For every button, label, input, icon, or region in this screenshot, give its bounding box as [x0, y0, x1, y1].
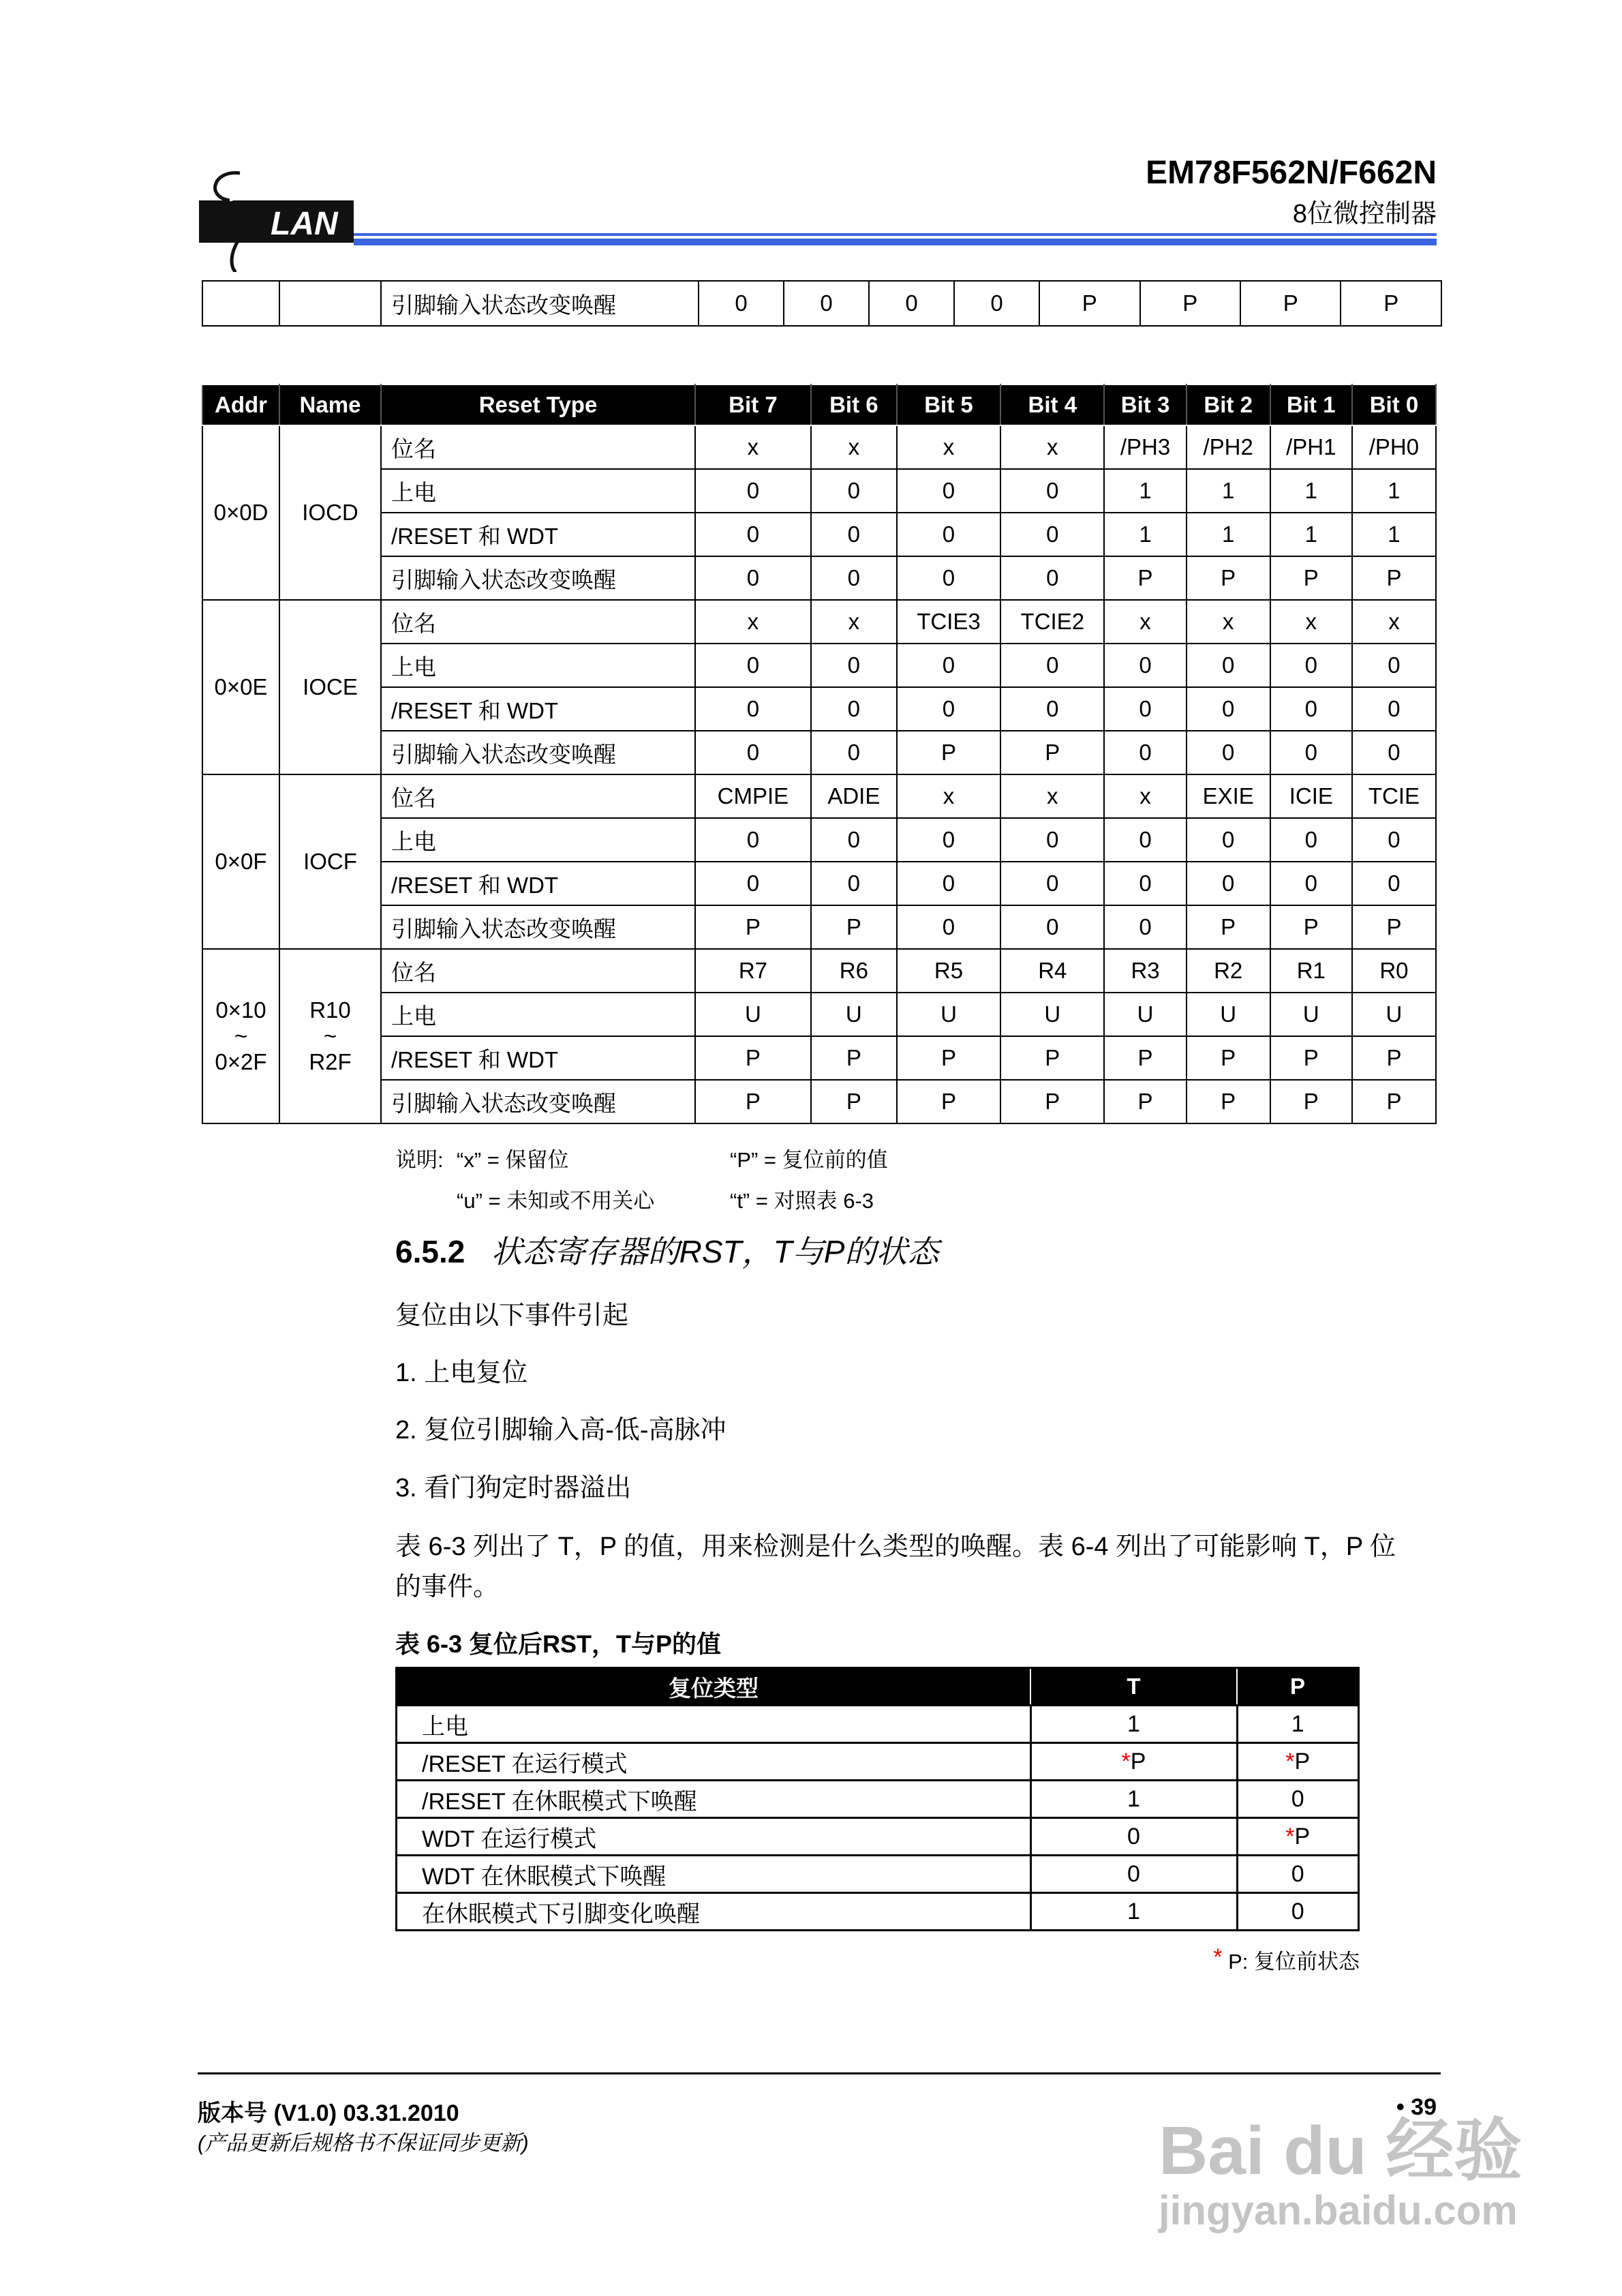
bit-cell: P — [1000, 731, 1104, 774]
bit-cell: R7 — [695, 949, 811, 993]
empty-cell — [279, 281, 381, 326]
legend-u: “u” = 未知或不用关心 — [457, 1189, 655, 1213]
list-item: 2. 复位引脚输入高-低-高脉冲 — [395, 1416, 726, 1445]
legend-p: “P” = 复位前的值 — [730, 1148, 888, 1172]
table-row — [202, 993, 1436, 1036]
table-row — [202, 1036, 1436, 1080]
reset-type-cell: /RESET 和 WDT — [381, 687, 695, 731]
p-value: P — [1294, 1823, 1311, 1849]
reset-type-cell: 引脚输入状态改变唤醒 — [381, 281, 699, 326]
reset-type-cell: 上电 — [381, 818, 695, 862]
bit-cell: 0 — [954, 281, 1039, 326]
bit-cell: 1 — [1270, 469, 1352, 513]
bit-cell: P — [811, 1080, 897, 1123]
addr-cell: 0×10 ~ 0×2F — [202, 949, 279, 1123]
p-value: 0 — [1291, 1785, 1304, 1812]
reset-type-cell: /RESET 和 WDT — [381, 1036, 695, 1080]
table-row — [202, 556, 1436, 600]
legend-x: “x” = 保留位 — [457, 1148, 569, 1172]
table-row — [397, 1818, 1359, 1856]
bit-cell: 0 — [811, 687, 897, 731]
table-row — [202, 281, 1441, 326]
bit-cell: P — [695, 1080, 811, 1123]
svg-text:LAN: LAN — [271, 206, 338, 242]
bit-cell: 1 — [1187, 469, 1270, 513]
asterisk: * — [1121, 1748, 1131, 1774]
bit-cell: 0 — [695, 862, 811, 905]
bit-cell: 0 — [1187, 818, 1270, 862]
paragraph: 表 6-3 列出了 T，P 的值，用来检测是什么类型的唤醒。表 6-4 列出了可能影响 T，P 位 — [395, 1532, 1396, 1561]
bit-cell: 0 — [1352, 644, 1436, 687]
table-row — [202, 1080, 1436, 1123]
p-value: 0 — [1291, 1860, 1304, 1887]
bit-cell: 0 — [1000, 862, 1104, 905]
footer-disclaimer: (产品更新后规格书不保证同步更新) — [198, 2131, 529, 2155]
bit-cell: P — [1104, 556, 1186, 600]
bit-cell: R1 — [1270, 949, 1352, 993]
doc-subtitle: 8位微控制器 — [1292, 200, 1437, 228]
bit-cell: 0 — [811, 469, 897, 513]
bit-cell: 0 — [1187, 687, 1270, 731]
bit-cell: 0 — [695, 644, 811, 687]
header-bit-2: Bit 2 — [1187, 384, 1270, 425]
bit-cell: P — [695, 1036, 811, 1080]
bit-cell: 0 — [1187, 731, 1270, 774]
header-p: P — [1237, 1668, 1359, 1706]
bit-cell: x — [695, 600, 811, 644]
bit-cell: ICIE — [1270, 774, 1352, 818]
bit-cell: x — [1000, 425, 1104, 469]
bit-cell: 0 — [1270, 862, 1352, 905]
table-row — [397, 1743, 1359, 1781]
p-value-cell — [1237, 1781, 1359, 1818]
section-heading — [395, 1227, 938, 1272]
bit-cell: 0 — [1000, 469, 1104, 513]
reset-type-cell: 上电 — [381, 469, 695, 513]
section-number: 6.5.2 — [395, 1234, 465, 1269]
bit-cell: /PH1 — [1270, 425, 1352, 469]
bit-cell: 0 — [699, 281, 784, 326]
page-number: • 39 — [1396, 2094, 1437, 2120]
legend-t: “t” = 对照表 6-3 — [730, 1189, 874, 1213]
bit-cell: R6 — [811, 949, 897, 993]
bit-cell: 0 — [695, 818, 811, 862]
bit-cell: P — [1104, 1036, 1186, 1080]
bit-cell: 0 — [1104, 905, 1186, 949]
bit-cell: /PH2 — [1187, 425, 1270, 469]
reset-type-cell: 上电 — [397, 1706, 1031, 1743]
rst-t-p-table — [395, 1667, 1360, 1931]
list-item: 1. 上电复位 — [395, 1359, 528, 1387]
bit-cell: P — [811, 905, 897, 949]
bit-cell: R0 — [1352, 949, 1436, 993]
t-value: 1 — [1127, 1898, 1140, 1924]
bit-cell: 0 — [695, 513, 811, 556]
reset-type-cell: 引脚输入状态改变唤醒 — [381, 731, 695, 774]
t-value: 0 — [1127, 1823, 1140, 1849]
bit-cell: 1 — [1104, 469, 1186, 513]
bit-cell: R4 — [1000, 949, 1104, 993]
legend-label: 说明: — [395, 1148, 444, 1172]
bit-cell: 0 — [1000, 644, 1104, 687]
footer-version: 版本号 (V1.0) 03.31.2010 — [198, 2100, 459, 2126]
p-value-cell — [1237, 1818, 1359, 1856]
table-row — [202, 862, 1436, 905]
reset-type-cell: /RESET 和 WDT — [381, 862, 695, 905]
bit-cell: P — [1140, 281, 1240, 326]
reset-type-cell: 位名 — [381, 949, 695, 993]
header-reset-type: 复位类型 — [397, 1668, 1031, 1706]
bit-cell: P — [1270, 556, 1352, 600]
watermark-text: Bai du 经验 — [1159, 2113, 1522, 2189]
bit-cell: 0 — [811, 818, 897, 862]
bit-cell: 0 — [811, 644, 897, 687]
bit-cell: TCIE3 — [897, 600, 1000, 644]
t-value-cell — [1030, 1743, 1237, 1781]
t-value-cell — [1030, 1856, 1237, 1893]
bit-cell: 0 — [1000, 513, 1104, 556]
bit-cell: TCIE — [1352, 774, 1436, 818]
bit-cell: 0 — [811, 556, 897, 600]
table-row — [202, 469, 1436, 513]
bit-cell: P — [1352, 1080, 1436, 1123]
header-bit-0: Bit 0 — [1352, 384, 1436, 425]
reset-type-cell: /RESET 在运行模式 — [397, 1743, 1031, 1781]
table-row — [397, 1781, 1359, 1818]
bit-cell: x — [1187, 600, 1270, 644]
header-bit-4: Bit 4 — [1000, 384, 1104, 425]
bit-cell: U — [1352, 993, 1436, 1036]
bit-cell: P — [1270, 1080, 1352, 1123]
asterisk: * — [1285, 1748, 1295, 1774]
bit-cell: P — [1187, 1036, 1270, 1080]
header-addr: Addr — [202, 384, 279, 425]
t-value: 1 — [1127, 1785, 1140, 1812]
bit-cell: 0 — [1104, 731, 1186, 774]
bit-cell: 1 — [1352, 469, 1436, 513]
bit-cell: 0 — [1000, 556, 1104, 600]
table-row — [202, 818, 1436, 862]
bit-cell: 1 — [1270, 513, 1352, 556]
bit-cell: U — [1104, 993, 1186, 1036]
bit-cell: U — [1000, 993, 1104, 1036]
bit-cell: 0 — [897, 513, 1000, 556]
name-cell: IOCE — [279, 600, 381, 774]
bit-cell: 0 — [897, 556, 1000, 600]
bit-cell: 0 — [1270, 644, 1352, 687]
bit-cell: 0 — [897, 862, 1000, 905]
table-caption: 表 6-3 复位后RST，T与P的值 — [395, 1630, 722, 1658]
table-row — [397, 1893, 1359, 1931]
addr-cell: 0×0E — [202, 600, 279, 774]
bit-cell: 0 — [1187, 644, 1270, 687]
bit-cell: 0 — [1000, 818, 1104, 862]
watermark-url: jingyan.baidu.com — [1159, 2188, 1518, 2233]
table-row — [202, 644, 1436, 687]
bit-cell: 0 — [1352, 687, 1436, 731]
bit-cell: 0 — [1104, 862, 1186, 905]
table-row — [397, 1706, 1359, 1743]
header-rule-thick — [354, 239, 1437, 245]
p-value-cell — [1237, 1743, 1359, 1781]
bit-cell: 0 — [1352, 731, 1436, 774]
table-note — [1213, 1944, 1360, 1975]
addr-cell: 0×0D — [202, 425, 279, 600]
bit-cell: P — [1270, 1036, 1352, 1080]
bit-cell: 0 — [897, 469, 1000, 513]
reset-type-cell: 位名 — [381, 600, 695, 644]
bit-cell: 0 — [1352, 862, 1436, 905]
paragraph: 复位由以下事件引起 — [395, 1301, 629, 1330]
bit-cell: 0 — [1270, 687, 1352, 731]
asterisk: * — [1285, 1823, 1295, 1849]
bit-cell: 1 — [1104, 513, 1186, 556]
table-header-row — [202, 384, 1436, 425]
table-row — [202, 425, 1436, 469]
reset-type-cell: 引脚输入状态改变唤醒 — [381, 556, 695, 600]
bit-cell: 0 — [695, 469, 811, 513]
bit-cell: x — [811, 600, 897, 644]
bit-cell: 0 — [811, 513, 897, 556]
bit-cell: 0 — [897, 905, 1000, 949]
bit-cell: 0 — [1352, 818, 1436, 862]
t-value: P — [1130, 1748, 1146, 1774]
doc-title: EM78F562N/F662N — [1146, 155, 1437, 191]
header-reset-type: Reset Type — [381, 384, 695, 425]
bit-cell: 0 — [1270, 731, 1352, 774]
reset-type-cell: WDT 在运行模式 — [397, 1818, 1031, 1856]
bit-cell: 0 — [695, 556, 811, 600]
header-bit-3: Bit 3 — [1104, 384, 1186, 425]
header-bit-5: Bit 5 — [897, 384, 1000, 425]
t-value-cell — [1030, 1818, 1237, 1856]
paragraph: 的事件。 — [395, 1573, 500, 1601]
reset-type-cell: 引脚输入状态改变唤醒 — [381, 905, 695, 949]
reset-type-cell: /RESET 和 WDT — [381, 513, 695, 556]
bit-cell: 0 — [811, 731, 897, 774]
elan-logo — [199, 170, 354, 272]
section-title: 状态寄存器的RST，T与P的状态 — [491, 1234, 939, 1269]
bit-cell: P — [897, 1036, 1000, 1080]
reset-type-cell: /RESET 在休眠模式下唤醒 — [397, 1781, 1031, 1818]
bit-cell: P — [1039, 281, 1139, 326]
bit-cell: 0 — [784, 281, 869, 326]
addr-cell: 0×0F — [202, 774, 279, 949]
t-value-cell — [1030, 1893, 1237, 1931]
bit-cell: x — [1270, 600, 1352, 644]
bit-cell: x — [1104, 774, 1186, 818]
bit-cell: R5 — [897, 949, 1000, 993]
p-value-cell — [1237, 1893, 1359, 1931]
bit-cell: U — [1187, 993, 1270, 1036]
bit-cell: /PH3 — [1104, 425, 1186, 469]
bit-cell: CMPIE — [695, 774, 811, 818]
header-name: Name — [279, 384, 381, 425]
bit-cell: 1 — [1352, 513, 1436, 556]
continued-table-fragment — [202, 280, 1442, 327]
bit-cell: x — [1352, 600, 1436, 644]
bit-cell: 0 — [1270, 818, 1352, 862]
bit-cell: P — [1270, 905, 1352, 949]
reset-type-cell: 位名 — [381, 425, 695, 469]
bit-cell: R3 — [1104, 949, 1186, 993]
bit-cell: 0 — [1104, 818, 1186, 862]
footer-rule — [198, 2072, 1441, 2074]
table-row — [397, 1856, 1359, 1893]
table-row — [202, 513, 1436, 556]
bit-cell: P — [897, 1080, 1000, 1123]
t-value-cell — [1030, 1781, 1237, 1818]
bit-cell: 0 — [1000, 687, 1104, 731]
bit-cell: P — [1000, 1036, 1104, 1080]
t-value-cell — [1030, 1706, 1237, 1743]
header-bit-6: Bit 6 — [811, 384, 897, 425]
table-row — [202, 731, 1436, 774]
header-rule-thin — [354, 233, 1437, 236]
header-bit-1: Bit 1 — [1270, 384, 1352, 425]
bit-cell: P — [695, 905, 811, 949]
bit-cell: 0 — [897, 687, 1000, 731]
bit-cell: x — [811, 425, 897, 469]
bit-cell: x — [1000, 774, 1104, 818]
bit-cell: 0 — [869, 281, 954, 326]
bit-cell: P — [1187, 905, 1270, 949]
name-cell: R10 ~ R2F — [279, 949, 381, 1123]
bit-cell: P — [1352, 905, 1436, 949]
table-row — [202, 774, 1436, 818]
bit-cell: 0 — [1104, 644, 1186, 687]
p-value-cell — [1237, 1706, 1359, 1743]
reset-type-cell: 上电 — [381, 644, 695, 687]
bit-cell: 0 — [897, 644, 1000, 687]
bit-cell: x — [897, 774, 1000, 818]
bit-cell: P — [1187, 1080, 1270, 1123]
bit-cell: x — [897, 425, 1000, 469]
t-value: 0 — [1127, 1860, 1140, 1887]
table-row — [202, 600, 1436, 644]
bit-cell: 0 — [695, 687, 811, 731]
bit-cell: U — [695, 993, 811, 1036]
bit-cell: P — [1104, 1080, 1186, 1123]
bit-cell: 0 — [811, 862, 897, 905]
p-value: 1 — [1291, 1710, 1304, 1737]
name-cell: IOCF — [279, 774, 381, 949]
bit-cell: 0 — [1104, 687, 1186, 731]
list-item: 3. 看门狗定时器溢出 — [395, 1474, 632, 1502]
p-value: P — [1294, 1748, 1311, 1774]
reset-type-cell: 位名 — [381, 774, 695, 818]
note-text: P: 复位前状态 — [1228, 1950, 1360, 1974]
p-value-cell — [1237, 1856, 1359, 1893]
bit-cell: P — [1352, 1036, 1436, 1080]
table-row — [202, 687, 1436, 731]
t-value: 1 — [1127, 1710, 1140, 1737]
bit-cell: 0 — [1187, 862, 1270, 905]
bit-cell: U — [1270, 993, 1352, 1036]
table-row — [202, 949, 1436, 993]
bit-cell: P — [1341, 281, 1441, 326]
bit-cell: x — [1104, 600, 1186, 644]
reset-type-cell: 在休眠模式下引脚变化唤醒 — [397, 1893, 1031, 1931]
bit-cell: ADIE — [811, 774, 897, 818]
bit-cell: R2 — [1187, 949, 1270, 993]
bit-cell: 0 — [1000, 905, 1104, 949]
bit-cell: 0 — [695, 731, 811, 774]
baidu-watermark — [1159, 2113, 1522, 2233]
bit-cell: P — [1240, 281, 1341, 326]
header-t: T — [1030, 1668, 1237, 1706]
reset-type-cell: WDT 在休眠模式下唤醒 — [397, 1856, 1031, 1893]
bit-cell: 0 — [897, 818, 1000, 862]
bit-cell: /PH0 — [1352, 425, 1436, 469]
bit-cell: P — [897, 731, 1000, 774]
header-bit-7: Bit 7 — [695, 384, 811, 425]
table-row — [202, 905, 1436, 949]
p-value: 0 — [1291, 1898, 1304, 1924]
bit-cell: EXIE — [1187, 774, 1270, 818]
bit-cell: P — [1187, 556, 1270, 600]
bit-cell: U — [897, 993, 1000, 1036]
bit-cell: P — [1352, 556, 1436, 600]
bit-cell: 1 — [1187, 513, 1270, 556]
empty-cell — [202, 281, 279, 326]
bit-cell: TCIE2 — [1000, 600, 1104, 644]
table-header-row — [397, 1668, 1359, 1706]
asterisk: * — [1213, 1944, 1223, 1970]
name-cell: IOCD — [279, 425, 381, 600]
bit-cell: U — [811, 993, 897, 1036]
reset-type-cell: 引脚输入状态改变唤醒 — [381, 1080, 695, 1123]
reset-type-cell: 上电 — [381, 993, 695, 1036]
bit-cell: P — [811, 1036, 897, 1080]
bit-cell: x — [695, 425, 811, 469]
bit-cell: P — [1000, 1080, 1104, 1123]
register-reset-table — [202, 384, 1437, 1124]
